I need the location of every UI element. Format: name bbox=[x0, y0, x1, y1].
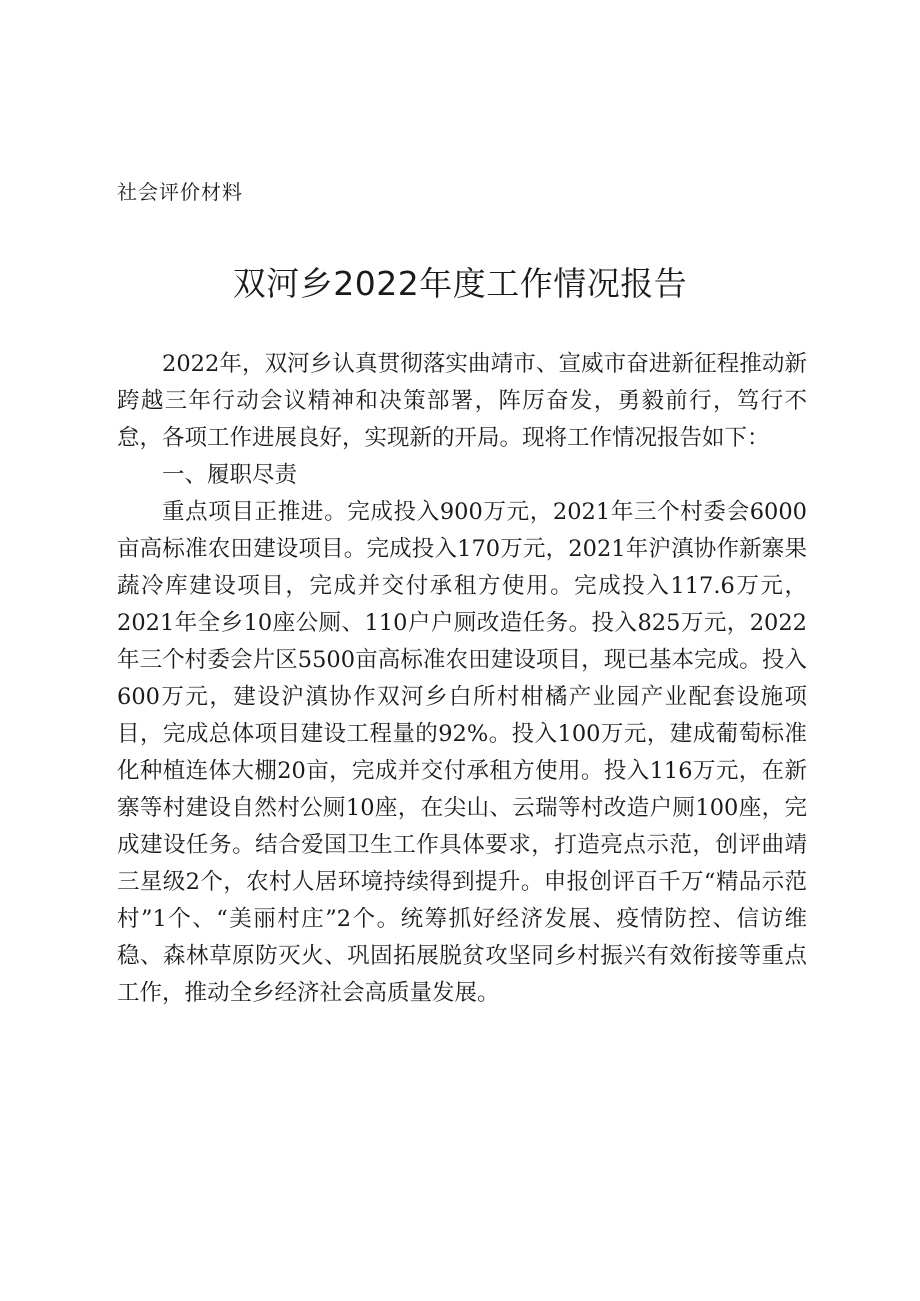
paragraph-key-projects: 重点项目正推进。完成投入900万元，2021年三个村委会6000亩高标准农田建设项目。完成投入170万元，2021年沪滇协作新寨果蔬冷库建设项目，完成并交付承租方使用。完成投入117.6万元，2021年全乡10座公厕、110户户厕改造任务。投入825万元，2022年三个村委会片区5500亩高标准农田建设项目，现已基本完成。投入600万元，建设沪滇协作双河乡白所村柑橘产业园产业配套设施项目，完成总体项目建设工程量的92%。投入100万元，建成葡萄标准化种植连体大棚20亩，完成并交付承租方使用。投入116万元，在新寨等村建设自然村公厕10座，在尖山、云瑞等村改造户厕100座，完成建设任务。结合爱国卫生工作具体要求，打造亮点示范，创评曲靖三星级2个，农村人居环境持续得到提升。申报创评百千万“精品示范村”1个、“美丽村庄”2个。统筹抓好经济发展、疫情防控、信访维稳、森林草原防灭火、巩固拓展脱贫攻坚同乡村振兴有效衔接等重点工作，推动全乡经济社会高质量发展。 bbox=[117, 499, 807, 1006]
document-category: 社会评价材料 bbox=[117, 180, 243, 204]
document-title: 双河乡2022年度工作情况报告 bbox=[232, 264, 688, 303]
section-heading-1: 一、履职尽责 bbox=[162, 462, 298, 488]
document-body bbox=[117, 346, 807, 1012]
paragraph-intro: 2022年，双河乡认真贯彻落实曲靖市、宣威市奋进新征程推动新跨越三年行动会议精神和决策部署，阵厉奋发，勇毅前行，笃行不怠，各项工作进展良好，实现新的开局。现将工作情况报告如下： bbox=[117, 351, 807, 451]
